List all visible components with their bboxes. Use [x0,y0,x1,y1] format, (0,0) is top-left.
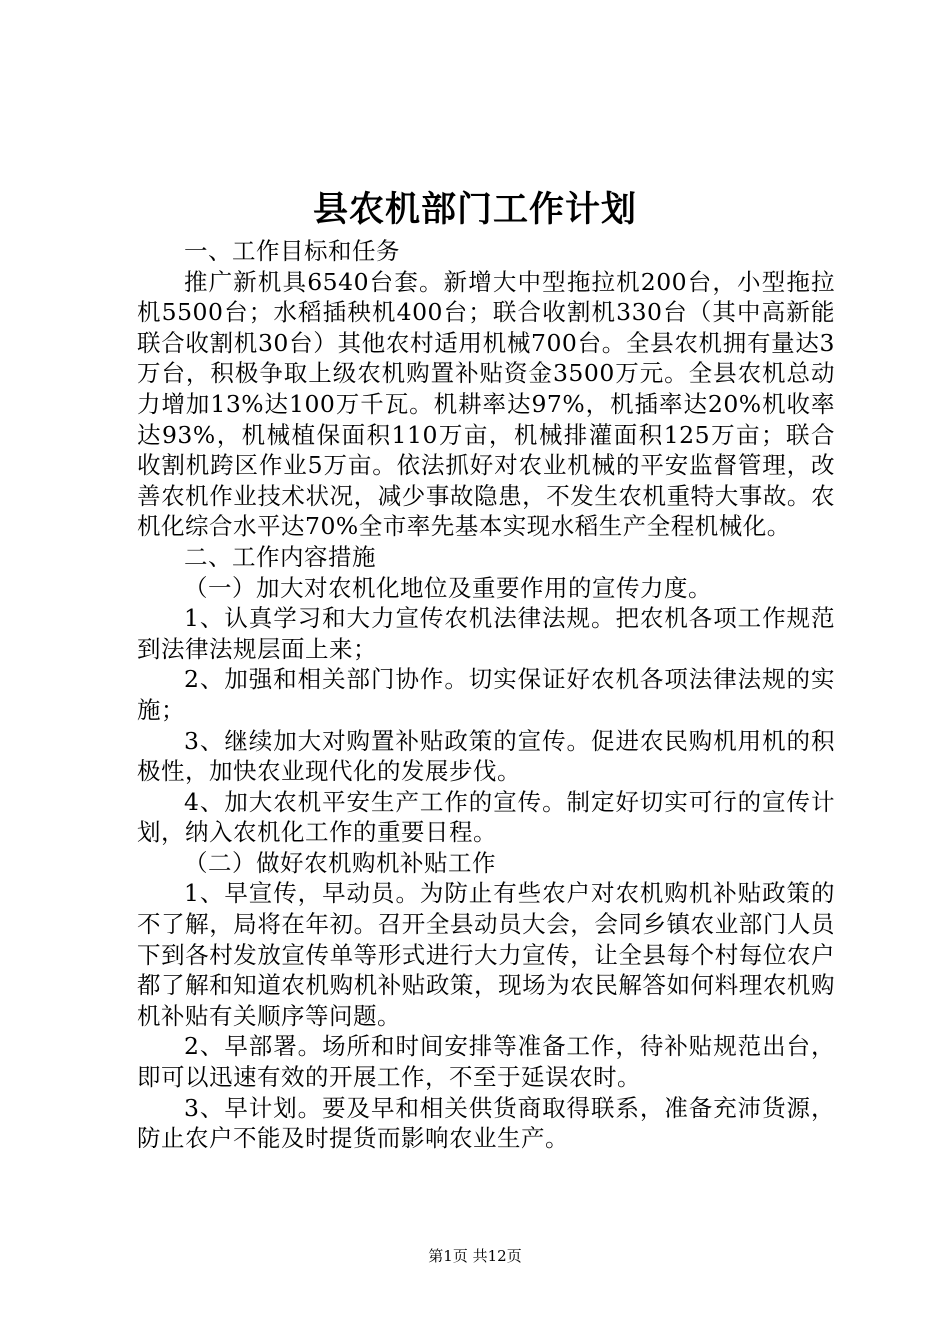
list-item: 2、早部署。场所和时间安排等准备工作，待补贴规范出台，即可以迅速有效的开展工作，不至于延误农时。 [137,1032,835,1092]
section-heading-goals: 一、工作目标和任务 [184,237,400,265]
section-heading-measures: 二、工作内容措施 [184,542,376,571]
list-item: 3、早计划。要及早和相关供货商取得联系，准备充沛货源，防止农户不能及时提货而影响农业生产。 [137,1093,835,1153]
list-item: 4、加大农机平安生产工作的宣传。制定好切实可行的宣传计划，纳入农机化工作的重要日程。 [137,787,835,847]
subsection-heading-subsidy: （二）做好农机购机补贴工作 [184,848,496,877]
paragraph-goals: 推广新机具6540台套。新增大中型拖拉机200台，小型拖拉机5500台；水稻插秧机400台；联合收割机330台（其中高新能联合收割机30台）其他农村适用机械700台。全县农机拥有量达3万台，积极争取上级农机购置补贴资金3500万元。全县农机总动力增加13%达100万千瓦。机耕率达97%，机插率达20%机收率达93%，机械植保面积110万亩，机械排灌面积125万亩；联合收割机跨区作业5万亩。依法抓好对农业机械的平安监督管理，改善农机作业技术状况，减少事故隐患，不发生农机重特大事故。农机化综合水平达70%全市率先基本实现水稻生产全程机械化。 [137,267,835,541]
list-item: 2、加强和相关部门协作。切实保证好农机各项法律法规的实施； [137,665,835,724]
subsection-heading-publicity: （一）加大对农机化地位及重要作用的宣传力度。 [184,573,712,602]
list-item: 1、早宣传，早动员。为防止有些农户对农机购机补贴政策的不了解，局将在年初。召开全县动员大会，会同乡镇农业部门人员下到各村发放宣传单等形式进行大力宣传，让全县每个村每位农户都了解和知道农机购机补贴政策，现场为农民解答如何料理农机购机补贴有关顺序等问题。 [137,879,835,1030]
document-title: 县农机部门工作计划 [312,189,637,230]
list-item: 3、继续加大对购置补贴政策的宣传。促进农民购机用机的积极性，加快农业现代化的发展步伐。 [137,726,835,786]
page-number-footer: 第1页 共12页 [428,1247,522,1265]
list-item: 1、认真学习和大力宣传农机法律法规。把农机各项工作规范到法律法规层面上来； [137,604,835,663]
document-body [137,236,835,1154]
